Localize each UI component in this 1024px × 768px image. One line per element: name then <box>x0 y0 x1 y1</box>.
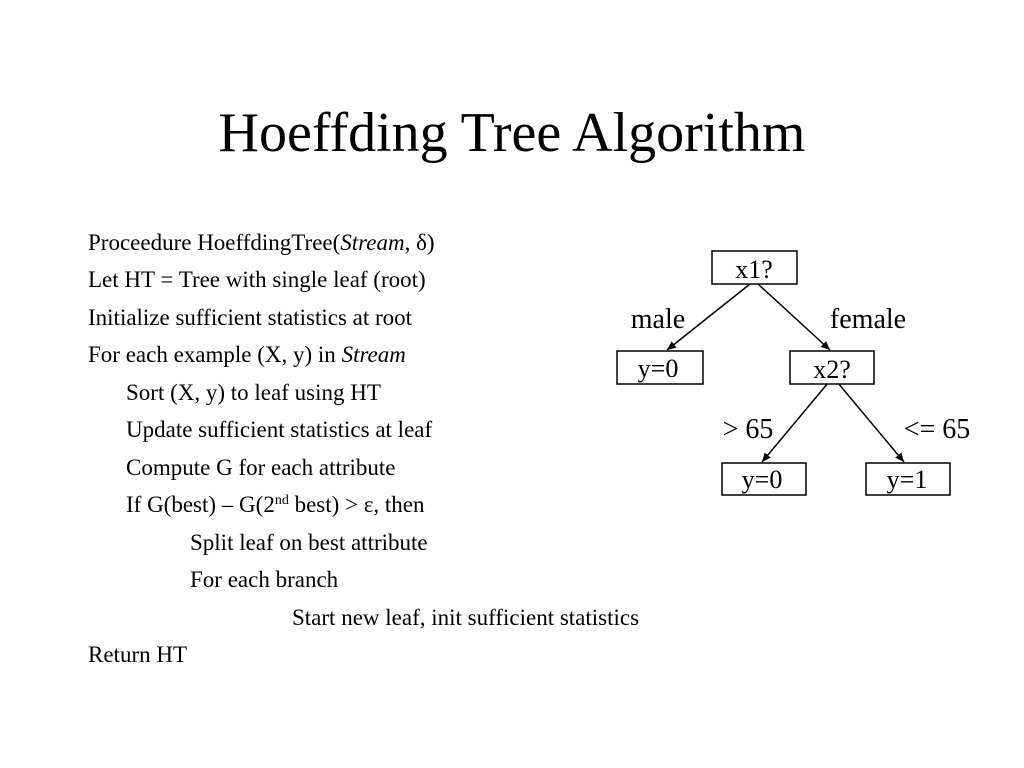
tree-leaf-gt-65-label: y=0 <box>741 465 783 494</box>
tree-leaf-le-65 <box>866 463 950 495</box>
algo-line-if-prefix: If G(best) – G(2 <box>126 492 275 517</box>
algo-line-for-each-example-prefix: For each example (X, y) in <box>88 342 342 367</box>
algo-line-update-stats: Update sufficient statistics at leaf <box>126 417 433 442</box>
tree-leaf-left-label: y=0 <box>637 354 679 383</box>
algo-line-for-each-example-stream: Stream <box>341 342 406 367</box>
algo-line-init-stats: Initialize sufficient statistics at root <box>88 305 413 330</box>
tree-node-root <box>712 251 797 284</box>
edge-root-to-x2 <box>758 284 830 350</box>
algo-line-procedure-suffix: , δ) <box>404 230 435 255</box>
edge-label-female: female <box>829 304 907 335</box>
slide-title: Hoeffding Tree Algorithm <box>218 102 806 164</box>
algo-line-split-leaf: Split leaf on best attribute <box>190 530 428 555</box>
algo-line-if-suffix: best) > ε, then <box>288 492 425 517</box>
tree-node-x2-label: x2? <box>813 355 851 384</box>
edge-label-gt-65: > 65 <box>722 414 774 445</box>
algo-line-init-tree: Let HT = Tree with single leaf (root) <box>88 267 426 292</box>
algo-line-procedure-prefix: Proceedure HoeffdingTree( <box>88 230 341 255</box>
edge-label-le-65: <= 65 <box>903 414 971 445</box>
algo-line-if-superscript: nd <box>274 493 289 508</box>
algo-line-return: Return HT <box>88 642 188 667</box>
algo-line-for-each-branch: For each branch <box>190 567 339 592</box>
algo-line-compute-g: Compute G for each attribute <box>126 455 396 480</box>
algo-line-start-new-leaf: Start new leaf, init sufficient statistics <box>292 605 640 630</box>
algo-line-procedure-stream: Stream <box>340 230 405 255</box>
tree-leaf-le-65-label: y=1 <box>886 465 928 494</box>
tree-node-x2 <box>790 351 874 384</box>
edge-x2-to-right-leaf <box>838 383 904 462</box>
tree-node-root-label: x1? <box>735 255 773 284</box>
edge-label-male: male <box>630 304 686 335</box>
tree-leaf-left <box>617 351 703 384</box>
algo-line-sort: Sort (X, y) to leaf using HT <box>126 380 381 405</box>
tree-leaf-gt-65 <box>722 463 806 495</box>
